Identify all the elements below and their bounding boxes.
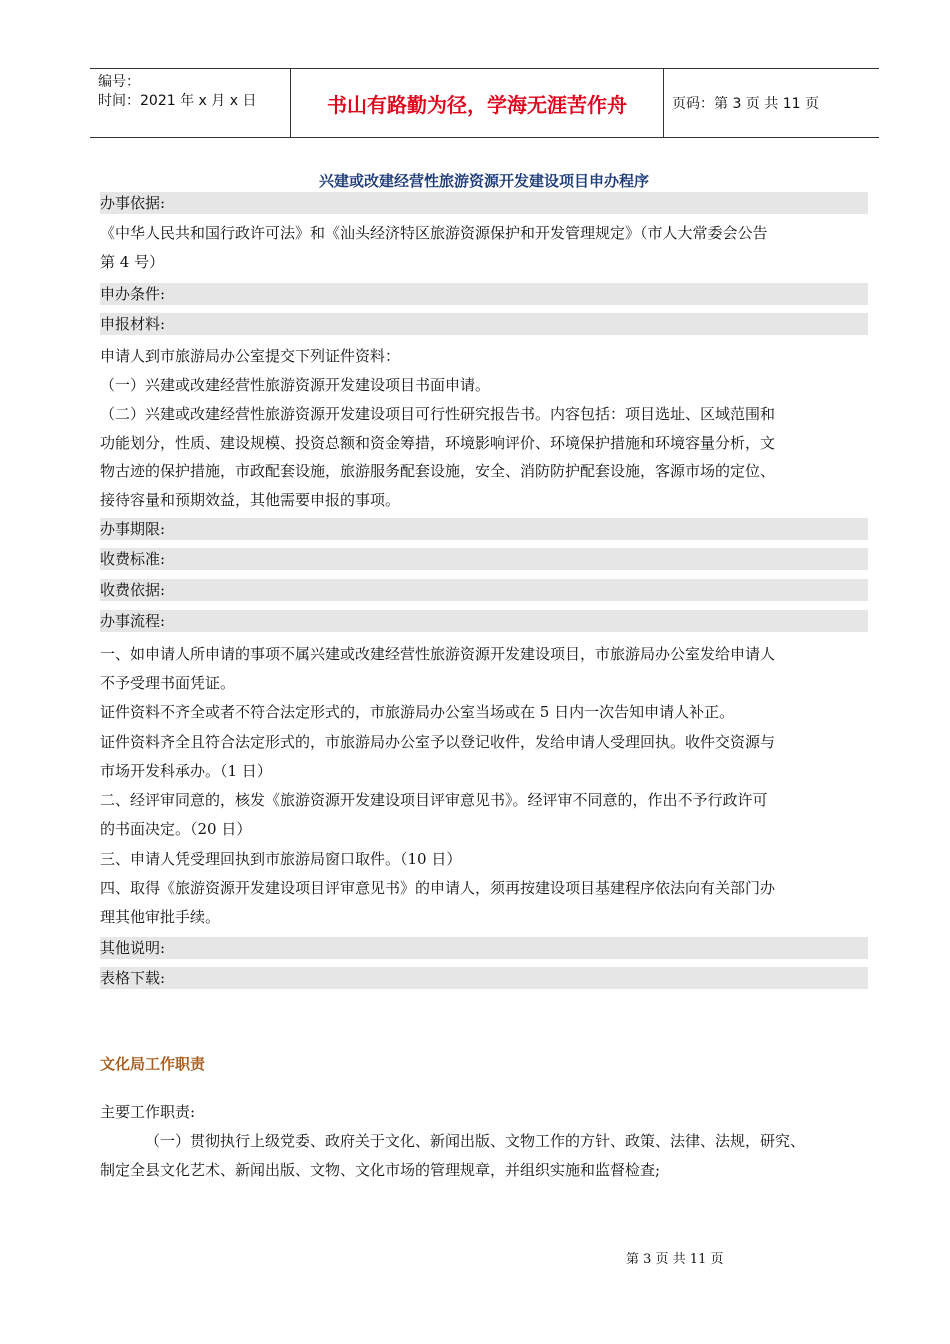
paragraph-line: 二、经评审同意的，核发《旅游资源开发建设项目评审意见书》。经评审不同意的，作出不予行政许可 — [100, 791, 768, 809]
paragraph-line: 第 4 号） — [100, 253, 165, 271]
paragraph-line: 的书面决定。（20 日） — [100, 820, 252, 838]
field-label: 收费依据: — [100, 579, 868, 601]
field-label: 办事依据: — [100, 192, 868, 214]
paragraph-line: 四、取得《旅游资源开发建设项目评审意见书》的申请人，须再按建设项目基建程序依法向有关部门办 — [100, 879, 776, 897]
field-label: 其他说明: — [100, 937, 868, 959]
paragraph-line: 证件资料齐全且符合法定形式的，市旅游局办公室予以登记收件，发给申请人受理回执。收件交资源与 — [100, 733, 776, 751]
paragraph-line: 制定全县文化艺术、新闻出版、文物、文化市场的管理规章，并组织实施和监督检查; — [100, 1161, 661, 1179]
paragraph-line: 不予受理书面凭证。 — [100, 674, 236, 692]
paragraph-line: 物古迹的保护措施，市政配套设施，旅游服务配套设施，安全、消防防护配套设施，客源市场的定位、 — [100, 462, 776, 480]
paragraph-line: 市场开发科承办。（1 日） — [100, 762, 272, 780]
paragraph-line: 《中华人民共和国行政许可法》和《汕头经济特区旅游资源保护和开发管理规定》（市人大常委会公告 — [100, 224, 768, 242]
field-label: 申报材料: — [100, 313, 868, 335]
paragraph-line: 功能划分，性质、建设规模、投资总额和资金筹措，环境影响评价、环境保护措施和环境容量分析，文 — [100, 434, 776, 452]
paragraph-line: 三、申请人凭受理回执到市旅游局窗口取件。（10 日） — [100, 850, 462, 868]
field-label: 申办条件: — [100, 283, 868, 305]
paragraph-line: 理其他审批手续。 — [100, 908, 221, 926]
page-footer: 第 3 页 共 11 页 — [626, 1252, 724, 1267]
paragraph-line: 一、如申请人所申请的事项不属兴建或改建经营性旅游资源开发建设项目，市旅游局办公室发给申请人 — [100, 645, 776, 663]
field-label: 办事期限: — [100, 518, 868, 540]
page-header — [90, 68, 879, 138]
field-label: 收费标准: — [100, 548, 868, 570]
section-title: 文化局工作职责 — [100, 1055, 206, 1073]
paragraph-line: 申请人到市旅游局办公室提交下列证件资料： — [100, 347, 401, 365]
header-divider — [663, 69, 664, 137]
header-page-info: 页码：第 3 页 共 11 页 — [672, 96, 819, 112]
paragraph-line: （一）兴建或改建经营性旅游资源开发建设项目书面申请。 — [100, 376, 491, 394]
paragraph-line: （一）贯彻执行上级党委、政府关于文化、新闻出版、文物工作的方针、政策、法律、法规，研究、 — [145, 1132, 806, 1150]
field-label: 表格下载: — [100, 967, 868, 989]
paragraph-line: 证件资料不齐全或者不符合法定形式的，市旅游局办公室当场或在 5 日内一次告知申请人补正。 — [100, 703, 735, 721]
paragraph-line: 接待容量和预期效益，其他需要申报的事项。 — [100, 491, 401, 509]
document-title: 兴建或改建经营性旅游资源开发建设项目申办程序 — [318, 172, 649, 190]
paragraph-line: （二）兴建或改建经营性旅游资源开发建设项目可行性研究报告书。内容包括：项目选址、区域范围和 — [100, 405, 776, 423]
serial-label: 编号： — [98, 74, 140, 90]
section-intro: 主要工作职责: — [100, 1103, 196, 1121]
header-motto: 书山有路勤为径，学海无涯苦作舟 — [327, 92, 627, 117]
time-label: 时间：2021 年 x 月 x 日 — [98, 93, 257, 109]
field-label: 办事流程: — [100, 610, 868, 632]
header-meta — [98, 73, 256, 111]
